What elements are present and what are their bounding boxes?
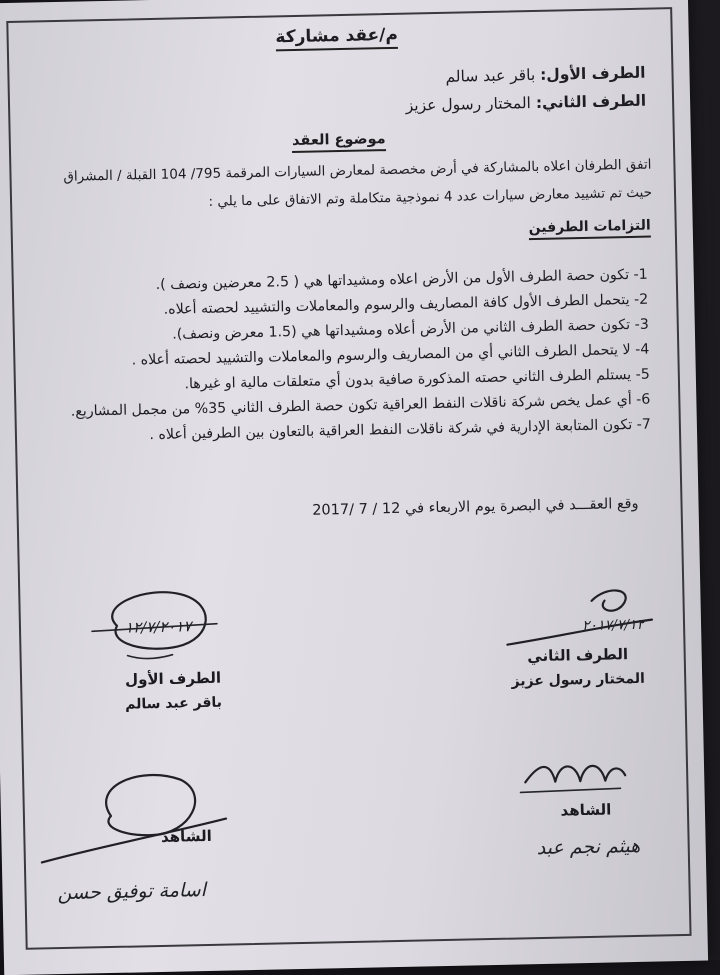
obligation-item: 1- تكون حصة الطرف الأول من الأرض اعلاه ومشيداتها هي ( 2.5 معرضين ونصف ). [155,266,648,293]
intro-line-1: اتفق الطرفان اعلاه بالمشاركة في أرض مخصصة لمعارض السيارات المرقمة 795/ 104 القبلة / المشراق [63,156,652,185]
first-party-handwritten-date: ١٢/٧/٢٠١٧ [124,617,192,637]
second-party-handwritten-date: ٢٠١٧/٧/١٢ [581,616,645,635]
first-party-name: باقر عبد سالم [125,694,223,713]
second-party-signature-block [498,645,659,690]
witness-right-handwritten-name: هيثم نجم عبد [536,834,641,860]
document-title: م/عقد مشاركة [0,19,689,54]
witness-right-block [531,800,641,820]
witness-right-signature [520,750,631,802]
signing-date-line: وقع العقـــد في البصرة يوم الاربعاء في 12 / 7 /2017 [312,495,639,519]
obligation-item: 5- يستلم الطرف الثاني حصته المذكورة صافية بدون أي متعلقات مالية او غيرها. [184,366,650,393]
obligation-item: 4- لا يتحمل الطرف الثاني أي من المصاريف والرسوم والمعاملات والتشييد لحصته أعلاه . [131,341,650,369]
party-two-name: المختار رسول عزيز [405,94,532,115]
witness-left-handwritten-name: اسامة توفيق حسن [57,879,207,905]
party-one-name: باقر عبد سالم [445,65,536,86]
intro-line-2: حيث تم تشييد معارض سيارات عدد 4 نموذجية متكاملة وتم الاتفاق على ما يلي : [208,184,653,210]
second-party-role: الطرف الثاني [527,645,629,666]
obligation-item: 6- أي عمل يخص شركة ناقلات النفط العراقية تكون حصة الطرف الثاني 35% من مجمل المشاريع. [70,391,651,420]
witness-left-signature [40,763,232,867]
first-party-role: الطرف الأول [124,668,222,689]
party-two-label: الطرف الثاني: [535,91,647,112]
witness-left-role: الشاهد [160,826,212,846]
first-party-signature-block [98,668,249,713]
party-one-label: الطرف الأول: [539,63,646,84]
obligation-item: 2- يتحمل الطرف الأول كافة المصاريف والرسوم والمعاملات والتشييد لحصته أعلاه. [163,291,649,318]
witness-right-role: الشاهد [560,800,612,820]
obligation-item: 7- تكون المتابعة الإدارية في شركة ناقلات النفط العراقية بالتعاون بين الطرفين أعلاه . [149,416,652,444]
subject-heading: موضوع العقد [0,125,691,156]
obligations-heading: التزامات الطرفين [529,218,651,237]
obligation-item: 3- تكون حصة الطرف الثاني من الأرض أعلاه ومشيداتها هي (1.5 معرض ونصف). [172,316,649,343]
second-party-name: المختار رسول عزيز [511,670,646,690]
witness-left-block [131,826,241,846]
